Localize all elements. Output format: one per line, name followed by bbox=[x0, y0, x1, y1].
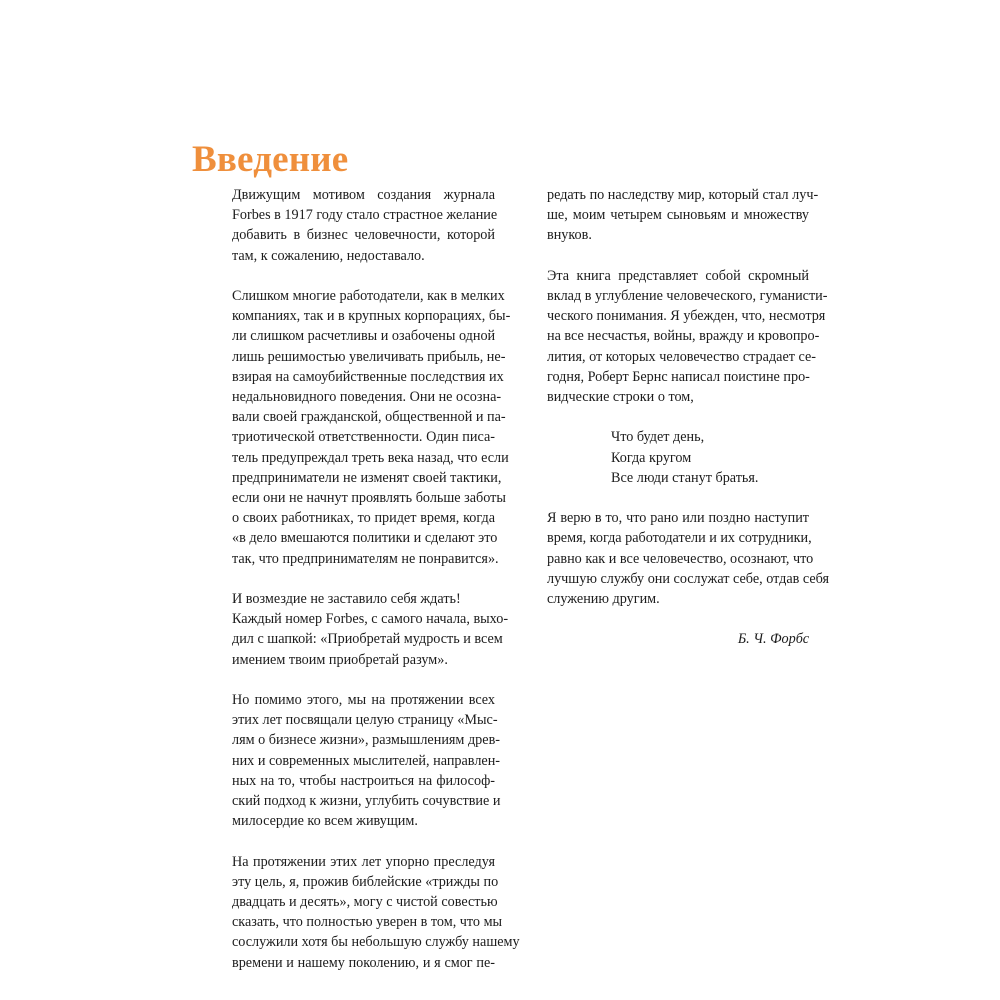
text-line: них и современных мыслителей, направлен- bbox=[232, 752, 501, 769]
text-line: видческие строки о том, bbox=[547, 389, 694, 406]
text-line: «в дело вмешаются политики и сделают это bbox=[232, 530, 498, 547]
author-signature: Б. Ч. Форбс bbox=[737, 631, 809, 648]
text-line: компаниях, так и в крупных корпорациях, бы- bbox=[232, 308, 511, 325]
text-line: там, к сожалению, недоставало. bbox=[232, 247, 425, 264]
text-line: На протяжении этих лет упорно преследуя bbox=[232, 853, 495, 870]
text-line: лям о бизнесе жизни», размышлениям древ- bbox=[232, 732, 500, 749]
poem-line: Все люди станут братья. bbox=[611, 469, 759, 486]
paragraph-3 bbox=[232, 589, 509, 670]
poem-quote bbox=[547, 427, 809, 488]
text-line: имением твоим приобретай разум». bbox=[232, 651, 448, 668]
paragraph-2 bbox=[232, 286, 511, 569]
text-line: вклад в углубление человеческого, гуманисти- bbox=[547, 288, 828, 304]
text-line: лишь решимостью увеличивать прибыль, не- bbox=[232, 348, 506, 365]
text-line: добавить в бизнес человечности, которой bbox=[232, 227, 495, 244]
text-line: милосердие ко всем живущим. bbox=[232, 813, 418, 830]
right-column bbox=[547, 185, 830, 650]
paragraph-1 bbox=[232, 185, 498, 266]
text-line: ли слишком расчетливы и озабочены одной bbox=[232, 328, 496, 345]
text-line: взирая на самоубийственные последствия их bbox=[232, 368, 504, 385]
text-line: Я верю в то, что рано или поздно наступит bbox=[547, 510, 809, 527]
text-line: Слишком многие работодатели, как в мелких bbox=[232, 288, 505, 304]
text-line: ческого понимания. Я убежден, что, несмотря bbox=[547, 308, 826, 325]
paragraph-6 bbox=[547, 185, 819, 246]
page-title: Введение bbox=[192, 139, 349, 180]
text-line: сослужили хотя бы небольшую службу нашему bbox=[232, 934, 520, 951]
text-line: равно как и все человечество, осознают, что bbox=[547, 550, 814, 567]
text-line: тель предупреждал треть века назад, что если bbox=[232, 449, 509, 466]
text-line: редать по наследству мир, который стал луч- bbox=[547, 187, 819, 203]
text-line: эту цель, я, прожив библейские «трижды по bbox=[232, 873, 499, 890]
poem-line: Что будет день, bbox=[611, 429, 705, 446]
paragraph-5 bbox=[232, 852, 520, 973]
left-column bbox=[232, 185, 520, 993]
paragraph-8 bbox=[547, 508, 830, 609]
text-line: дил с шапкой: «Приобретай мудрость и всем bbox=[232, 631, 503, 648]
text-line: триотической ответственности. Один писа- bbox=[232, 429, 495, 446]
paragraph-7 bbox=[547, 266, 828, 407]
text-line: годня, Роберт Бернс написал поистине про- bbox=[547, 368, 810, 385]
text-line: ше, моим четырем сыновьям и множеству bbox=[547, 207, 809, 224]
text-line: Эта книга представляет собой скромный bbox=[547, 267, 809, 284]
text-line: Каждый номер Forbes, с самого начала, выхо- bbox=[232, 611, 509, 628]
text-line: недальновидного поведения. Они не осозна- bbox=[232, 389, 502, 406]
text-line: служению другим. bbox=[547, 591, 660, 608]
text-line: вали своей гражданской, общественной и па- bbox=[232, 409, 506, 426]
text-line: Forbes в 1917 году стало страстное желание bbox=[232, 207, 498, 224]
text-line: Движущим мотивом создания журнала bbox=[232, 187, 495, 203]
poem-line: Когда кругом bbox=[611, 449, 692, 466]
text-line: лучшую службу они сослужат себе, отдав себя bbox=[547, 570, 830, 587]
text-line: времени и нашему поколению, и я смог пе- bbox=[232, 954, 495, 971]
text-line: ных на то, чтобы настроиться на философ- bbox=[232, 772, 495, 789]
text-line: на все несчастья, войны, вражду и кровопро- bbox=[547, 328, 820, 345]
text-line: время, когда работодатели и их сотрудники, bbox=[547, 530, 812, 547]
text-line: сказать, что полностью уверен в том, что мы bbox=[232, 914, 503, 931]
text-line: предприниматели не изменят своей тактики, bbox=[232, 469, 502, 486]
text-line: так, что предпринимателям не понравится». bbox=[232, 550, 499, 567]
text-line: И возмездие не заставило себя ждать! bbox=[232, 591, 461, 608]
paragraph-4 bbox=[232, 690, 501, 831]
text-line: о своих работниках, то придет время, когда bbox=[232, 510, 495, 527]
text-line: этих лет посвящали целую страницу «Мыс- bbox=[232, 712, 498, 729]
text-line: лития, от которых человечество страдает се- bbox=[547, 348, 816, 365]
text-line: если они не начнут проявлять больше заботы bbox=[232, 490, 506, 507]
text-line: Но помимо этого, мы на протяжении всех bbox=[232, 692, 495, 709]
text-line: внуков. bbox=[547, 227, 592, 244]
text-line: двадцать и десять», могу с чистой совестью bbox=[232, 894, 498, 911]
text-line: ский подход к жизни, углубить сочувствие и bbox=[232, 793, 501, 810]
